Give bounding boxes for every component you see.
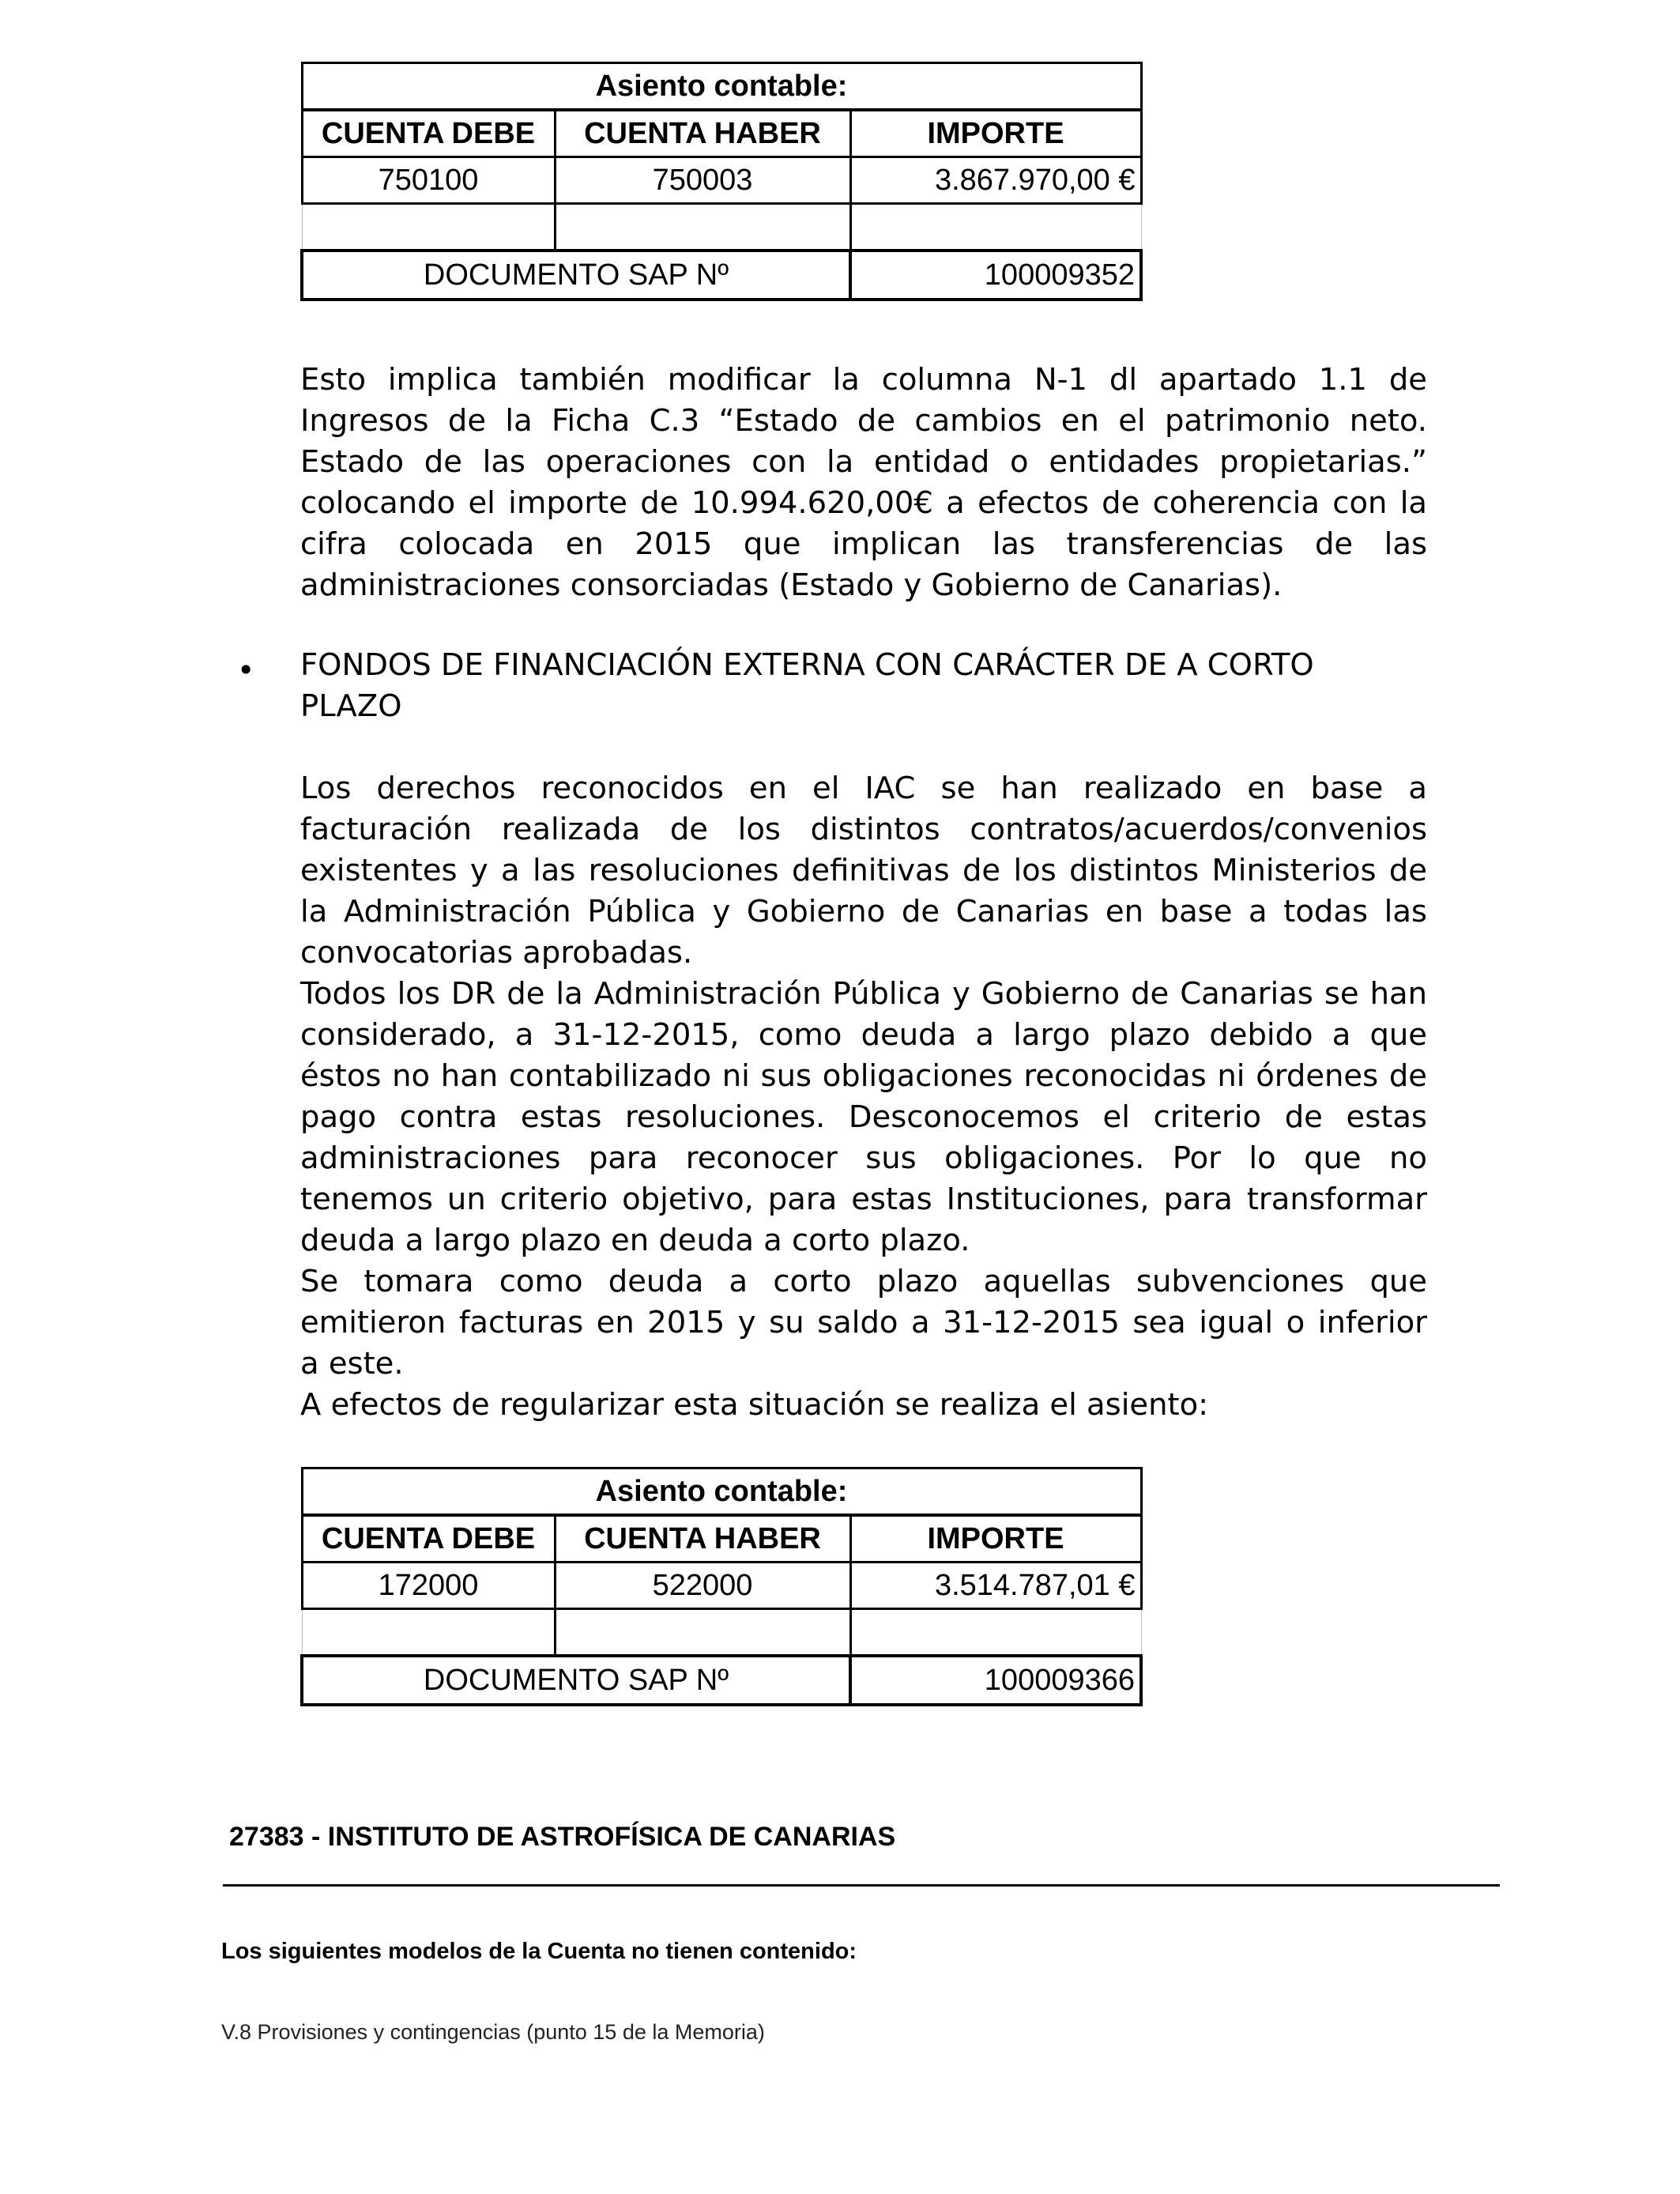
modelo-item: V.8 Provisiones y contingencias (punto 15 de la Memoria) [221, 2020, 765, 2044]
text-line: Ingresos de la Ficha C.3 “Estado de cambios en el patrimonio neto. [300, 403, 1427, 439]
documento-sap-value: 100009366 [850, 1656, 1141, 1705]
header-importe: IMPORTE [850, 110, 1141, 157]
bullet-heading-line: PLAZO [300, 688, 402, 724]
text-line: Estado de las operaciones con la entidad o entidades propietarias.” [300, 444, 1427, 480]
header-cuenta-haber: CUENTA HABER [555, 110, 850, 157]
header-cuenta-debe: CUENTA DEBE [302, 110, 555, 157]
text-line: deuda a largo plazo en deuda a corto plazo. [300, 1223, 970, 1258]
empty-cell [302, 204, 555, 251]
bullet-heading-line: FONDOS DE FINANCIACIÓN EXTERNA CON CARÁCTER DE A CORTO [300, 647, 1314, 683]
asiento-title: Asiento contable: [302, 63, 1141, 111]
text-line: pago contra estas resoluciones. Desconocemos el criterio de estas [300, 1099, 1427, 1135]
bullet-icon: • [237, 653, 255, 688]
text-line: cifra colocada en 2015 que implican las transferencias de las [300, 526, 1427, 562]
text-line: administraciones para reconocer sus obligaciones. Por lo que no [300, 1140, 1427, 1176]
documento-sap-label: DOCUMENTO SAP Nº [302, 251, 850, 300]
text-line: existentes y a las resoluciones definitivas de los distintos Ministerios de [300, 853, 1427, 888]
text-line: éstos no han contabilizado ni sus obligaciones reconocidas ni órdenes de [300, 1058, 1427, 1094]
text-line: a este. [300, 1346, 404, 1382]
asiento-title: Asiento contable: [302, 1468, 1141, 1516]
text-line: Todos los DR de la Administración Pública y Gobierno de Canarias se han [300, 976, 1427, 1012]
organization-title: 27383 - INSTITUTO DE ASTROFÍSICA DE CANARIAS [229, 1822, 896, 1852]
empty-cell [302, 1609, 555, 1657]
text-line: emitieron facturas en 2015 y su saldo a 31-12-2015 sea igual o inferior [300, 1305, 1427, 1340]
documento-sap-value: 100009352 [850, 251, 1141, 300]
documento-sap-label: DOCUMENTO SAP Nº [302, 1656, 850, 1705]
empty-cell [555, 1609, 850, 1657]
text-line: Se tomara como deuda a corto plazo aquellas subvenciones que [300, 1264, 1427, 1299]
text-line: Esto implica también modificar la columna N-1 dl apartado 1.1 de [300, 362, 1427, 398]
text-line: colocando el importe de 10.994.620,00€ a efectos de coherencia con la [300, 485, 1427, 521]
header-cuenta-haber: CUENTA HABER [555, 1515, 850, 1563]
cell-cuenta-debe: 750100 [302, 157, 555, 204]
cell-cuenta-haber: 522000 [555, 1563, 850, 1609]
cell-cuenta-debe: 172000 [302, 1563, 555, 1609]
cell-importe: 3.867.970,00 € [850, 157, 1141, 204]
asiento-contable-table-1 [300, 62, 1139, 301]
empty-cell [850, 1609, 1141, 1657]
empty-cell [555, 204, 850, 251]
paragraph-derechos-reconocidos [300, 768, 1427, 1426]
header-cuenta-debe: CUENTA DEBE [302, 1515, 555, 1563]
asiento-contable-table-2 [300, 1467, 1139, 1706]
text-line: facturación realizada de los distintos contratos/acuerdos/convenios [300, 812, 1427, 847]
modelos-sin-contenido-label: Los siguientes modelos de la Cuenta no tienen contenido: [221, 1939, 857, 1964]
text-line: considerado, a 31-12-2015, como deuda a largo plazo debido a que [300, 1017, 1427, 1053]
empty-cell [850, 204, 1141, 251]
text-line: tenemos un criterio objetivo, para estas Instituciones, para transformar [300, 1182, 1427, 1217]
paragraph-n1-column [300, 360, 1427, 606]
text-line: A efectos de regularizar esta situación se realiza el asiento: [300, 1387, 1209, 1423]
text-line: Los derechos reconocidos en el IAC se han realizado en base a [300, 771, 1427, 806]
section-divider [223, 1884, 1500, 1887]
text-line: la Administración Pública y Gobierno de Canarias en base a todas las [300, 894, 1427, 929]
text-line: administraciones consorciadas (Estado y Gobierno de Canarias). [300, 567, 1283, 603]
cell-importe: 3.514.787,01 € [850, 1563, 1141, 1609]
cell-cuenta-haber: 750003 [555, 157, 850, 204]
text-line: convocatorias aprobadas. [300, 935, 693, 971]
header-importe: IMPORTE [850, 1515, 1141, 1563]
bullet-heading [300, 645, 1427, 727]
